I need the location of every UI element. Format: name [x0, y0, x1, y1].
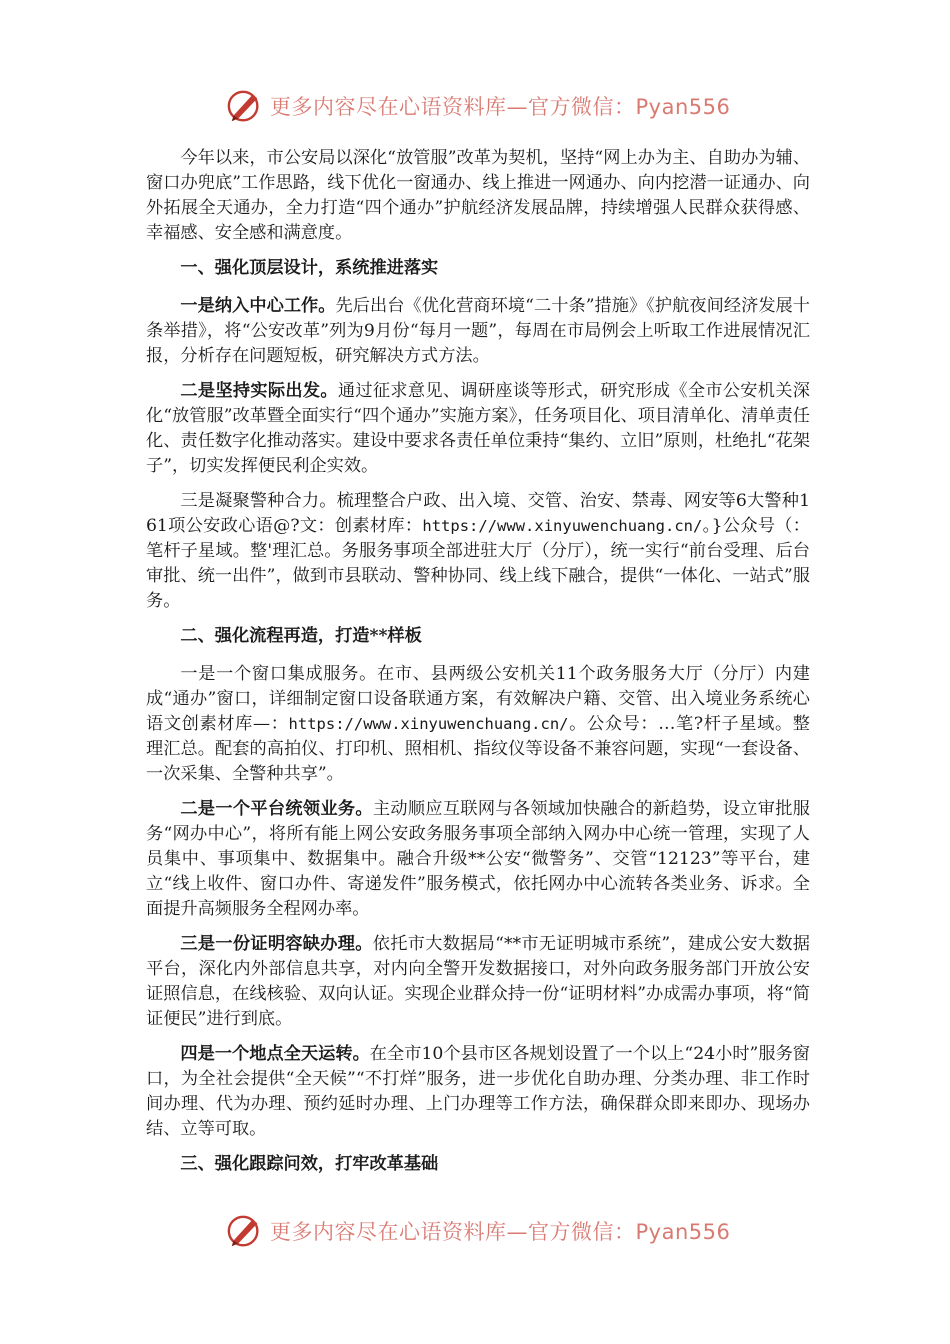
paragraph: 二是一个平台统领业务。主动顺应互联网与各领域加快融合的新趋势，设立审批服务“网办中心”，将所有能上网公安政务服务事项全部纳入网办中心统一管理，实现了人员集中、事项集中、数据集中。融合升级**公安“微警务”、交管“12123”等平台，建立“线上收件、窗口办件、寄递发件”服务模式，依托网办中心流转各类业务、诉求。全面提升高频服务全程网办率。 — [146, 799, 810, 919]
section-heading-3: 三、强化跟踪问效，打牢改革基础 — [180, 1154, 439, 1174]
paragraph: 一是一个窗口集成服务。在市、县两级公安机关11个政务服务大厅（分厅）内建成“通办”窗口，详细制定窗口设备联通方案，有效解决户籍、交管、出入境业务系统心语文创素材库—：https://www.xinyuwenchuang.cn/。公众号：…笔?杆子星域。整理汇总。配套的高拍仪、打印机、照相机、指纹仪等设备不兼容问题，实现“一套设备、一次采集、全警种共享”。 — [146, 664, 810, 784]
header-banner — [226, 84, 730, 128]
paragraph: 三是一份证明容缺办理。依托市大数据局“**市无证明城市系统”，建成公安大数据平台，深化内外部信息共享，对内向全警开发数据接口，对外向政务服务部门开放公安证照信息，在线核验、双向认证。实现企业群众持一份“证明材料”办成需办事项，将“简证便民”进行到底。 — [146, 934, 810, 1029]
pen-logo-icon — [226, 87, 264, 125]
url-text: https://www.xinyuwenchuang.cn/ — [422, 517, 703, 535]
paragraph-intro: 今年以来，市公安局以深化“放管服”改革为契机，坚持“网上办为主、自助办为辅、窗口办兜底”工作思路，线下优化一窗通办、线上推进一网通办、向内挖潜一证通办、向外拓展全天通办，全力打造“四个通办”护航经济发展品牌，持续增强人民群众获得感、幸福感、安全感和满意度。 — [146, 148, 810, 243]
pen-logo-icon — [226, 1212, 264, 1250]
url-text: https://www.xinyuwenchuang.cn/ — [288, 715, 569, 733]
footer-banner — [226, 1209, 730, 1253]
document-body — [146, 146, 810, 1190]
paragraph: 四是一个地点全天运转。在全市10个县市区各规划设置了一个以上“24小时”服务窗口，为全社会提供“全天候”“不打烊”服务，进一步优化自助办理、分类办理、非工作时间办理、代为办理、预约延时办理、上门办理等工作方法，确保群众即来即办、现场办结、立等可取。 — [146, 1044, 810, 1139]
paragraph: 一是纳入中心工作。先后出台《优化营商环境“二十条”措施》《护航夜间经济发展十条举措》，将“公安改革”列为9月份“每月一题”，每周在市局例会上听取工作进展情况汇报，分析存在问题短板，研究解决方式方法。 — [146, 296, 810, 366]
paragraph-lead: 二是坚持实际出发。 — [180, 381, 338, 401]
section-heading-2: 二、强化流程再造，打造**样板 — [180, 626, 422, 646]
paragraph-lead: 二是一个平台统领业务。 — [180, 799, 373, 819]
paragraph: 二是坚持实际出发。通过征求意见、调研座谈等形式，研究形成《全市公安机关深化“放管服”改革暨全面实行“四个通办”实施方案》，任务项目化、项目清单化、清单责任化、责任数字化推动落实。建设中要求各责任单位秉持“集约、立旧”原则，杜绝扎“花架子”，切实发挥便民利企实效。 — [146, 381, 810, 476]
paragraph-lead: 三是一份证明容缺办理。 — [180, 934, 373, 954]
banner-text: 更多内容尽在心语资料库—官方微信：Pyan556 — [270, 1220, 731, 1244]
paragraph-lead: 四是一个地点全天运转。 — [180, 1044, 370, 1064]
paragraph-lead: 一是纳入中心工作。 — [180, 296, 336, 316]
banner-text: 更多内容尽在心语资料库—官方微信：Pyan556 — [270, 95, 731, 119]
paragraph: 三是凝聚警种合力。梳理整合户政、出入境、交管、治安、禁毒、网安等6大警种161项公安政心语@?文：创素材库：https://www.xinyuwenchuang.cn/。}公众号（：笔杆子星域。整'理汇总。务服务事项全部进驻大厅（分厅），统一实行“前台受理、后台审批、统一出件”，做到市县联动、警种协同、线上线下融合，提供“一体化、一站式”服务。 — [146, 491, 810, 611]
section-heading-1: 一、强化顶层设计，系统推进落实 — [180, 258, 439, 278]
